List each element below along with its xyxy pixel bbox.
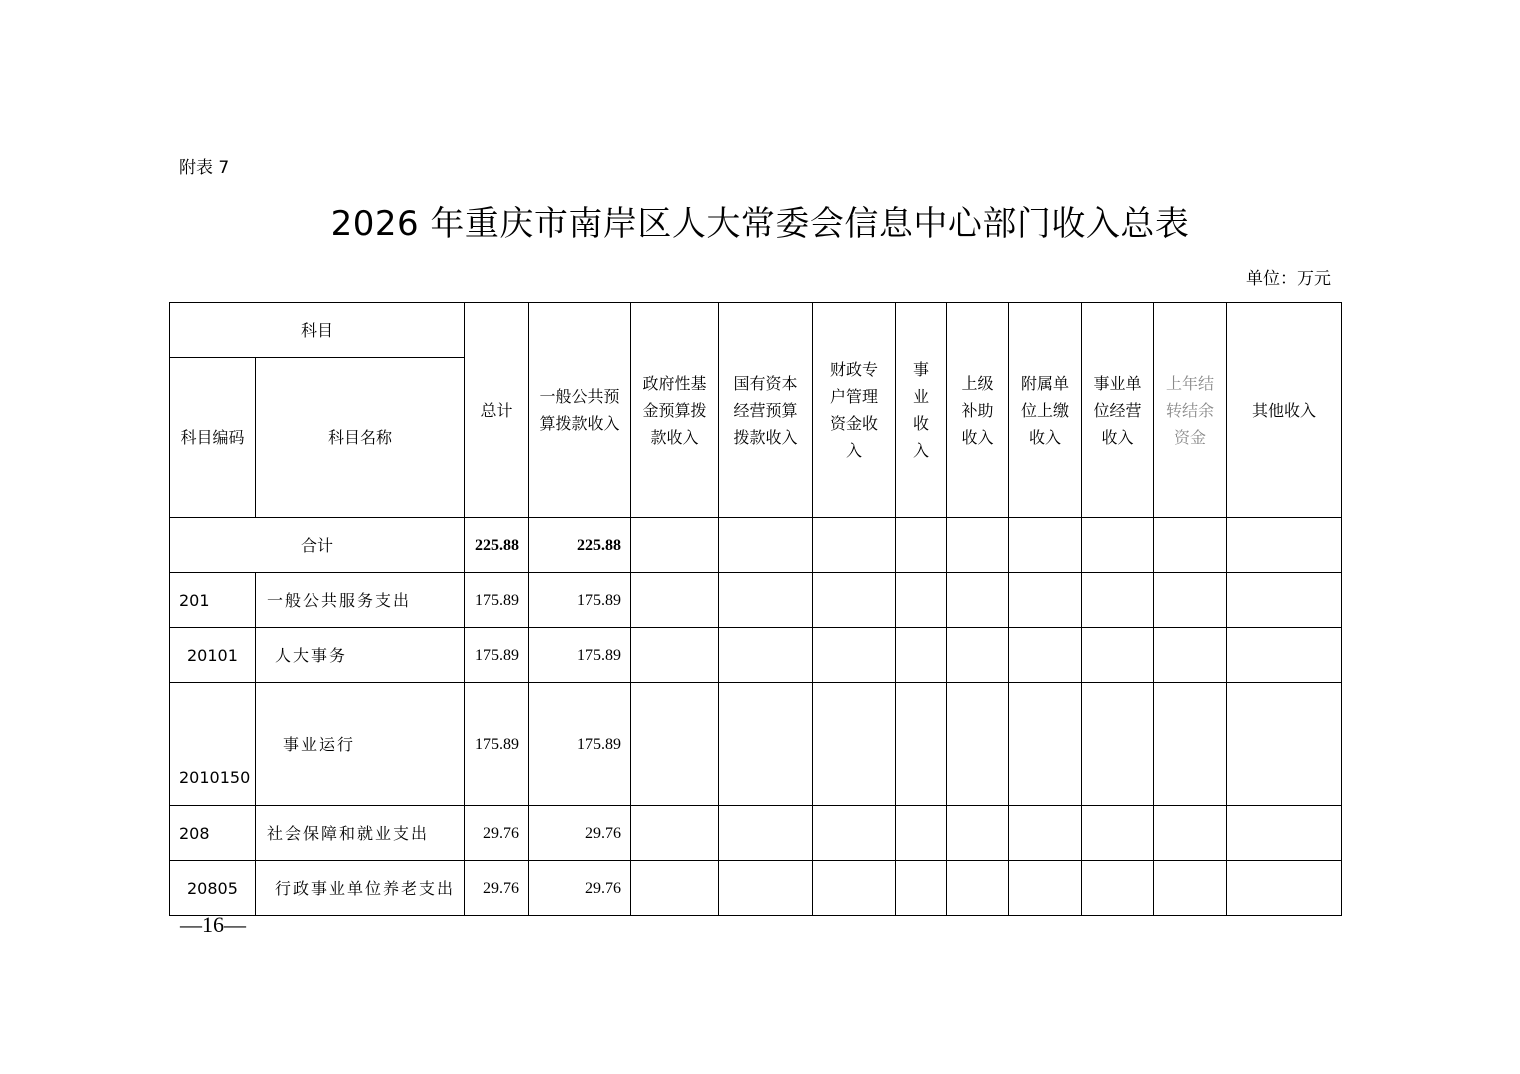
subject-code-cell: 208: [170, 806, 256, 861]
header-business-income: [896, 303, 947, 518]
empty-cell: [813, 628, 896, 683]
total-sum-cell: 225.88: [465, 518, 529, 573]
general-budget-cell: 175.89: [529, 683, 631, 806]
empty-cell: [813, 573, 896, 628]
header-line: 财政专: [830, 360, 879, 379]
empty-cell: [896, 861, 947, 916]
subject-code-cell: 2010150: [170, 683, 256, 806]
header-line: 金预算拨: [642, 400, 707, 420]
empty-cell: [631, 806, 719, 861]
header-line: 算拨款收入: [539, 414, 620, 433]
header-line: 政府性基: [642, 373, 707, 393]
empty-cell: [1009, 683, 1082, 806]
table-row: [170, 806, 1342, 861]
empty-cell: [719, 683, 813, 806]
empty-cell: [896, 683, 947, 806]
empty-cell: [1009, 806, 1082, 861]
header-line: 业: [913, 387, 930, 406]
empty-cell: [947, 861, 1009, 916]
empty-cell: [1082, 628, 1154, 683]
header-line: 收入: [1101, 427, 1134, 447]
header-total: 总计: [465, 303, 529, 518]
total-cell: 175.89: [465, 683, 529, 806]
total-cell: 175.89: [465, 573, 529, 628]
table-row-total: [170, 518, 1342, 573]
empty-cell: [719, 628, 813, 683]
header-line: 资金收: [830, 414, 879, 433]
empty-cell: [896, 518, 947, 573]
header-line: 入: [846, 441, 863, 460]
header-general-budget: [529, 303, 631, 518]
header-gov-fund: [631, 303, 719, 518]
empty-cell: [1227, 518, 1342, 573]
empty-cell: [1154, 628, 1227, 683]
header-line: 款收入: [650, 427, 699, 447]
table-row: [170, 861, 1342, 916]
header-line: 拨款收入: [733, 427, 798, 447]
page-number: —16—: [180, 912, 246, 937]
header-line: 事业单: [1093, 373, 1142, 393]
general-budget-cell: 175.89: [529, 628, 631, 683]
subject-name-cell: 社会保障和就业支出: [256, 806, 465, 861]
subject-name-cell: 事业运行: [256, 683, 465, 806]
empty-cell: [896, 573, 947, 628]
table-row: [170, 573, 1342, 628]
header-line: 收入: [961, 427, 994, 447]
total-cell: 29.76: [465, 806, 529, 861]
header-line: 收入: [1029, 427, 1062, 447]
header-line: 上年结: [1166, 373, 1215, 393]
empty-cell: [1154, 806, 1227, 861]
empty-cell: [1082, 806, 1154, 861]
empty-cell: [1009, 518, 1082, 573]
empty-cell: [947, 573, 1009, 628]
header-carryover: [1154, 303, 1227, 518]
attachment-label: 附表 7: [179, 158, 230, 178]
general-budget-cell: 29.76: [529, 861, 631, 916]
subject-name-cell: 人大事务: [256, 628, 465, 683]
header-line: 入: [913, 441, 930, 460]
empty-cell: [719, 806, 813, 861]
empty-cell: [1009, 861, 1082, 916]
empty-cell: [631, 861, 719, 916]
header-line: 一般公共预: [539, 387, 620, 406]
header-line: 位经营: [1093, 400, 1142, 420]
header-line: 上级: [961, 373, 994, 393]
subject-name-cell: 行政事业单位养老支出: [256, 861, 465, 916]
header-subject-code: 科目编码: [170, 358, 256, 518]
header-fiscal-account: [813, 303, 896, 518]
header-line: 户管理: [830, 387, 879, 406]
header-superior-subsidy: [947, 303, 1009, 518]
table-row: [170, 628, 1342, 683]
empty-cell: [719, 518, 813, 573]
general-budget-cell: 175.89: [529, 573, 631, 628]
header-state-capital: [719, 303, 813, 518]
header-business-operation: [1082, 303, 1154, 518]
empty-cell: [1227, 628, 1342, 683]
header-line: 资金: [1174, 427, 1207, 447]
empty-cell: [719, 861, 813, 916]
header-line: 经营预算: [733, 400, 798, 420]
empty-cell: [1227, 861, 1342, 916]
subject-name-cell: 一般公共服务支出: [256, 573, 465, 628]
document-title: 2026 年重庆市南岸区人大常委会信息中心部门收入总表: [330, 204, 1190, 244]
empty-cell: [1082, 573, 1154, 628]
empty-cell: [631, 683, 719, 806]
header-line: 收: [913, 414, 930, 433]
empty-cell: [719, 573, 813, 628]
header-subject: 科目: [170, 303, 465, 358]
header-line: 附属单: [1021, 373, 1070, 393]
empty-cell: [1154, 518, 1227, 573]
total-general-budget-cell: 225.88: [529, 518, 631, 573]
subject-code-cell: 20805: [170, 861, 256, 916]
empty-cell: [1009, 628, 1082, 683]
empty-cell: [1154, 861, 1227, 916]
empty-cell: [1154, 683, 1227, 806]
empty-cell: [947, 683, 1009, 806]
header-line: 位上缴: [1021, 400, 1070, 420]
empty-cell: [1082, 861, 1154, 916]
empty-cell: [1009, 573, 1082, 628]
empty-cell: [813, 683, 896, 806]
empty-cell: [1227, 573, 1342, 628]
empty-cell: [813, 518, 896, 573]
subject-code-cell: 20101: [170, 628, 256, 683]
empty-cell: [896, 628, 947, 683]
empty-cell: [1154, 573, 1227, 628]
empty-cell: [1082, 683, 1154, 806]
empty-cell: [896, 806, 947, 861]
empty-cell: [813, 806, 896, 861]
header-line: 补助: [961, 400, 994, 420]
general-budget-cell: 29.76: [529, 806, 631, 861]
total-label: 合计: [170, 518, 465, 573]
empty-cell: [1082, 518, 1154, 573]
header-line: 转结余: [1166, 400, 1215, 420]
empty-cell: [631, 628, 719, 683]
empty-cell: [631, 573, 719, 628]
total-cell: 175.89: [465, 628, 529, 683]
empty-cell: [947, 628, 1009, 683]
empty-cell: [813, 861, 896, 916]
table-row: [170, 683, 1342, 806]
empty-cell: [631, 518, 719, 573]
empty-cell: [947, 806, 1009, 861]
total-cell: 29.76: [465, 861, 529, 916]
empty-cell: [1227, 683, 1342, 806]
header-line: 国有资本: [733, 373, 798, 393]
header-affiliated-remit: [1009, 303, 1082, 518]
empty-cell: [1227, 806, 1342, 861]
income-summary-table: [169, 302, 1342, 916]
empty-cell: [947, 518, 1009, 573]
header-other-income: 其他收入: [1227, 303, 1342, 518]
subject-code-cell: 201: [170, 573, 256, 628]
header-line: 事: [913, 360, 930, 379]
unit-label: 单位：万元: [1246, 269, 1331, 289]
header-subject-name: 科目名称: [256, 358, 465, 518]
